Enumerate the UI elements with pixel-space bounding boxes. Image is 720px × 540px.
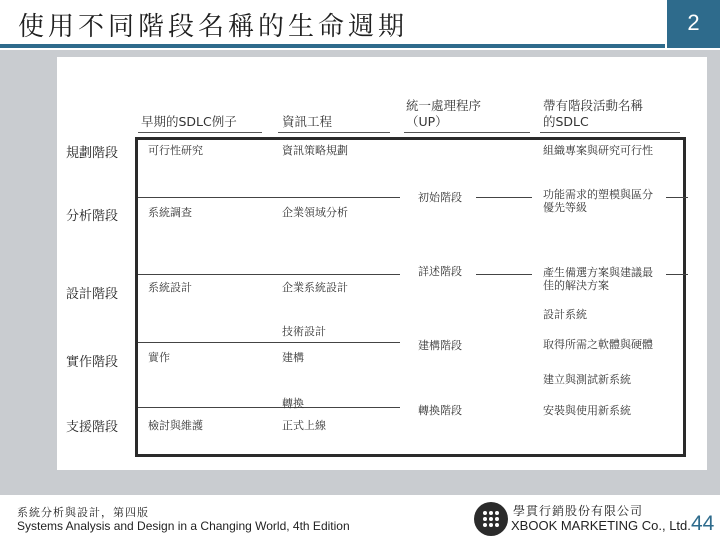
header-custom-line2: 的SDLC — [543, 114, 589, 129]
custom-cell: 設計系統 — [543, 308, 587, 321]
custom-cell: 功能需求的塑模與區分 — [543, 188, 653, 201]
boundary-line — [666, 197, 688, 198]
publisher-logo-icon — [474, 502, 508, 536]
boundary-line — [138, 274, 400, 275]
boundary-line — [138, 197, 400, 198]
boundary-line — [476, 274, 532, 275]
title-underline — [0, 44, 665, 48]
publisher-name-zh: 學貫行銷股份有限公司 — [513, 504, 644, 518]
header-early-sdlc: 早期的SDLC例子 — [141, 114, 237, 129]
book-title-en: Systems Analysis and Design in a Changing World, 4th Edition — [17, 519, 350, 533]
sdlc-cell: 檢討與維護 — [148, 419, 203, 432]
custom-cell: 佳的解決方案 — [543, 279, 609, 292]
phase-design: 設計階段 — [66, 287, 119, 302]
ie-cell: 轉換 — [282, 397, 304, 410]
header-custom-rule — [540, 132, 680, 133]
boundary-line — [138, 342, 400, 343]
sdlc-cell: 實作 — [148, 351, 170, 364]
phase-planning: 規劃階段 — [66, 146, 119, 161]
sdlc-cell: 系統調查 — [148, 206, 192, 219]
header-info-engineering: 資訊工程 — [282, 114, 333, 129]
up-cell: 建構階段 — [418, 339, 462, 352]
ie-cell: 企業系統設計 — [282, 281, 348, 294]
boundary-line — [138, 407, 400, 408]
phase-implementation: 實作階段 — [66, 355, 119, 370]
boundary-line — [666, 274, 688, 275]
boundary-line — [476, 197, 532, 198]
header-early-sdlc-rule — [138, 132, 262, 133]
custom-cell: 安裝與使用新系統 — [543, 404, 631, 417]
header-info-engineering-rule — [278, 132, 390, 133]
ie-cell: 資訊策略規劃 — [282, 144, 348, 157]
sdlc-cell: 系統設計 — [148, 281, 192, 294]
slide-title: 使用不同階段名稱的生命週期 — [18, 12, 409, 42]
header-up-line2: （UP） — [406, 114, 448, 129]
sdlc-cell: 可行性研究 — [148, 144, 203, 157]
custom-cell: 取得所需之軟體與硬體 — [543, 338, 653, 351]
phase-support: 支援階段 — [66, 420, 119, 435]
slide-number: 44 — [691, 512, 715, 535]
title-bar — [0, 0, 720, 50]
custom-cell: 優先等級 — [543, 201, 587, 214]
up-cell: 轉換階段 — [418, 404, 462, 417]
page-badge: 2 — [667, 0, 720, 48]
header-up-rule — [404, 132, 530, 133]
up-cell: 初始階段 — [418, 191, 462, 204]
ie-cell: 正式上線 — [282, 419, 326, 432]
phase-analysis: 分析階段 — [66, 209, 119, 224]
custom-cell: 產生備選方案與建議最 — [543, 266, 653, 279]
custom-cell: 建立與測試新系統 — [543, 373, 631, 386]
header-up-line1: 統一處理程序 — [406, 98, 482, 113]
book-title-zh: 系統分析與設計，第四版 — [17, 506, 149, 519]
up-cell: 詳述階段 — [418, 265, 462, 278]
header-custom-line1: 帶有階段活動名稱 — [543, 98, 644, 113]
ie-cell: 技術設計 — [282, 325, 326, 338]
ie-cell: 企業領域分析 — [282, 206, 348, 219]
ie-cell: 建構 — [282, 351, 304, 364]
custom-cell: 組織專案與研究可行性 — [543, 144, 653, 157]
publisher-name-en: XBOOK MARKETING Co., Ltd. — [511, 518, 691, 533]
